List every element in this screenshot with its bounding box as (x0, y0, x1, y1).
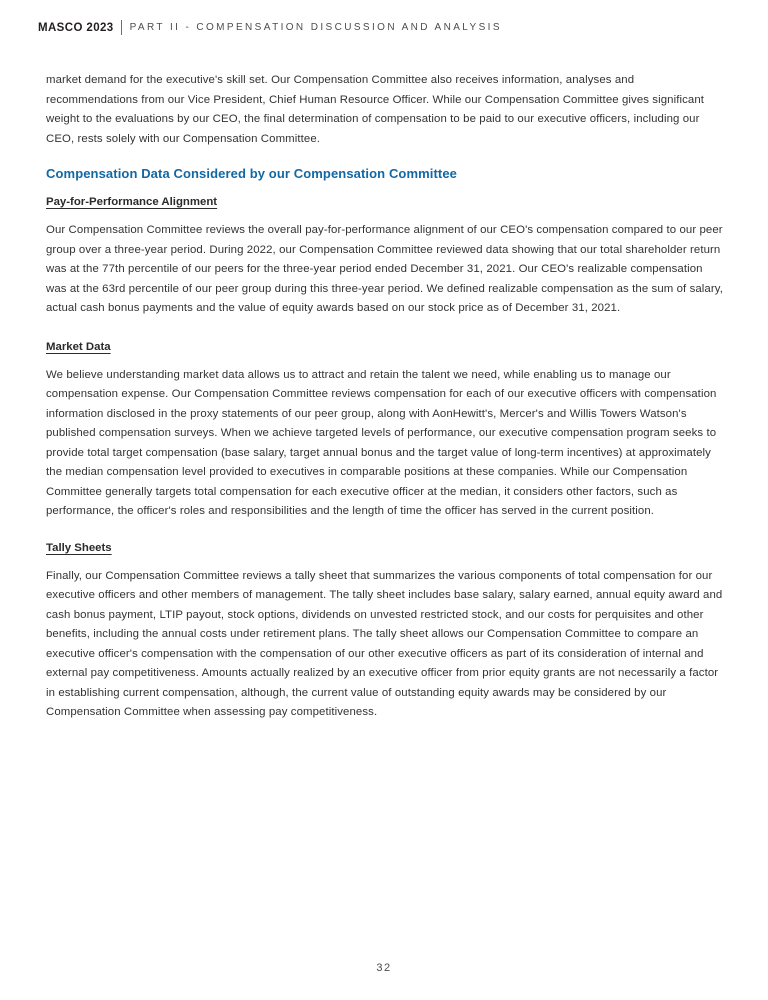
main-content (46, 71, 724, 723)
subsection-paragraph-market-data: We believe understanding market data allows us to attract and retain the talent we need, while enabling us to manage our compensation expense. Our Compensation Committee reviews compensation for each of our executive officers with compensation information disclosed in the proxy statements of our peer group, along with AonHewitt's, Mercer's and Willis Towers Watson's published compensation surveys. When we achieve targeted levels of performance, our executive compensation program seeks to provide total target compensation (base salary, target annual bonus and the target value of long-term incentives) at approximately the median compensation level provided to executives in comparable positions at these companies. While our Compensation Committee generally targets total compensation for each executive officer at the median, it considers other factors, such as performance, the officer's roles and responsibilities and the length of time the officer has served in the current position. (46, 368, 717, 517)
page-number: 32 (376, 962, 392, 974)
running-header (38, 20, 502, 35)
page-footer (0, 958, 768, 976)
subsection-title-pay-for-performance: Pay-for-Performance Alignment (46, 196, 218, 208)
subsection-paragraph-tally-sheets: Finally, our Compensation Committee reviews a tally sheet that summarizes the various components of total compensation for our executive officers and other members of management. The tally sheet includes base salary, salary earned, annual equity award and cash bonus payment, LTIP payout, stock options, dividends on unvested restricted stock, and our costs for perquisites and other benefits, including the annual costs under retirement plans. The tally sheet allows our Compensation Committee to compare an executive officer's compensation with the compensation of our other executive officers as part of its consideration of internal and external pay competitiveness. Amounts actually realized by an executive officer from prior equity grants are not necessarily a factor in establishing current compensation, although, the current value of outstanding equity awards may be considered by our Compensation Committee when assessing pay competitiveness. (46, 569, 723, 718)
intro-paragraph: market demand for the executive's skill set. Our Compensation Committee also receives information, analyses and recommendations from our Vice President, Chief Human Resource Officer. While our Compensation Committee gives significant weight to the evaluations by our CEO, the final determination of compensation to be paid to our executive officers, including our CEO, rests solely with our Compensation Committee. (46, 74, 705, 145)
section-heading: Compensation Data Considered by our Compensation Committee (46, 166, 458, 181)
subsection-title-tally-sheets: Tally Sheets (46, 541, 112, 554)
brand-label: MASCO 2023 (38, 21, 114, 34)
header-section-title: PART II - COMPENSATION DISCUSSION AND ANALYSIS (129, 22, 502, 33)
header-divider (121, 20, 122, 35)
subsection-paragraph-pay-for-performance: Our Compensation Committee reviews the overall pay-for-performance alignment of our CEO's compensation compared to our peer group over a three-year period. During 2022, our Compensation Committee reviewed data showing that our total shareholder return was at the 77th percentile of our peers for the three-year period ended December 31, 2021. Our CEO's realizable compensation was at the 63rd percentile of our peer group during this three-year period. We defined realizable compensation as the sum of salary, actual cash bonus payments and the value of equity awards based on our stock price as of December 31, 2021. (46, 224, 723, 314)
subsection-title-market-data: Market Data (46, 340, 111, 353)
